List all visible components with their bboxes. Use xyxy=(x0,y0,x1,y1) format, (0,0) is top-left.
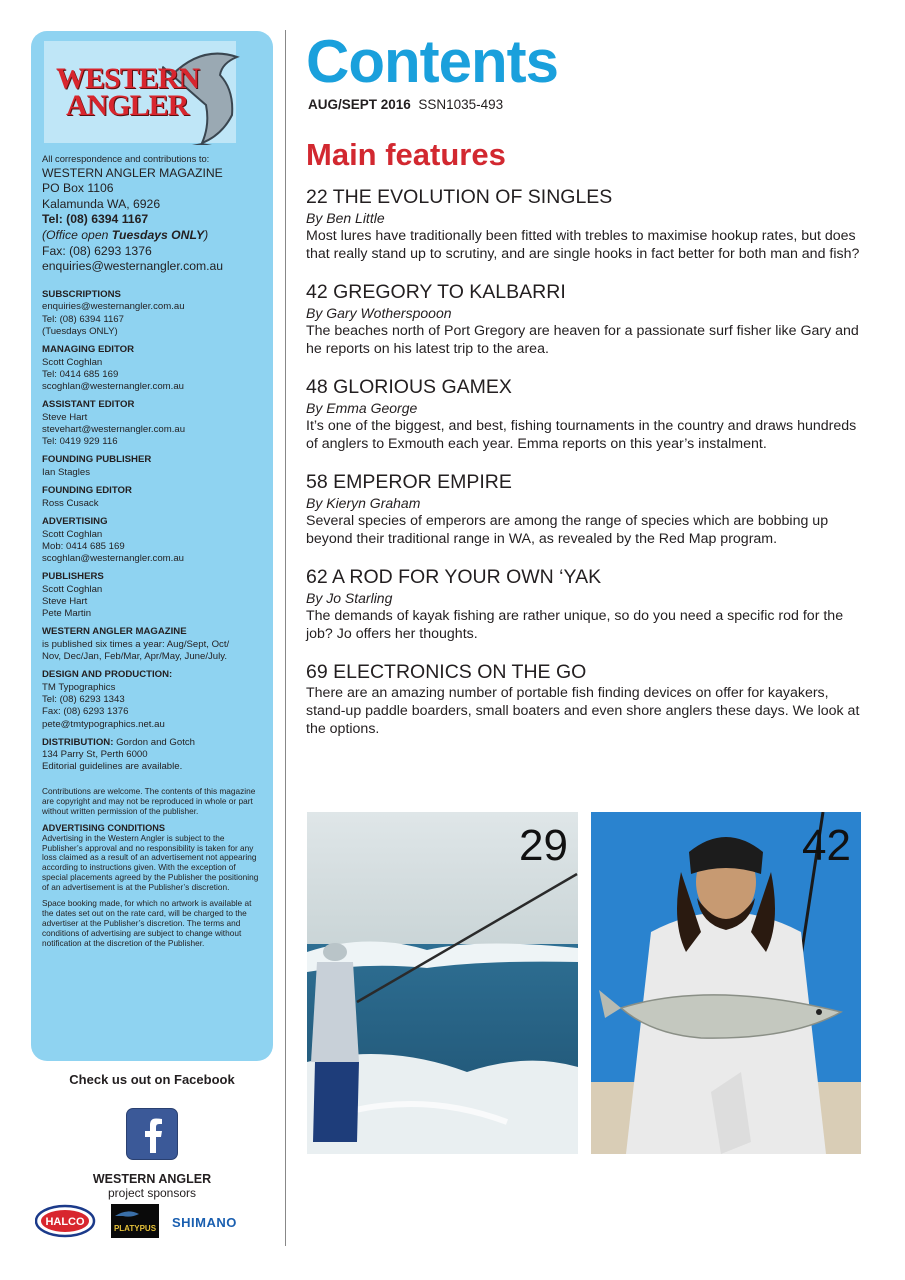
feature-item[interactable] xyxy=(306,470,866,548)
staff-line: Steve Hart xyxy=(42,411,88,423)
staff-heading: FOUNDING PUBLISHER xyxy=(42,454,152,466)
issn: SSN1035-493 xyxy=(418,97,504,112)
staff-line: Tel: 0419 929 116 xyxy=(42,436,118,448)
staff-line: Scott Coghlan xyxy=(42,583,103,595)
staff-line: Steve Hart xyxy=(42,595,88,607)
staff-line: Tel: (08) 6293 1343 xyxy=(42,694,125,706)
feature-heading[interactable]: 69 ELECTRONICS ON THE GO xyxy=(306,661,587,683)
feature-description: Most lures have traditionally been fitted with trebles to maximise hookup rates, but does that really stand up to scrutiny, and are single hooks in fact better for both man and fish? xyxy=(306,228,860,262)
column-divider xyxy=(285,30,286,1246)
svg-text:SHIMANO: SHIMANO xyxy=(172,1215,237,1230)
editorial-guidelines: Editorial guidelines are available. xyxy=(42,761,183,773)
distribution-value: Gordon and Gotch xyxy=(113,736,196,748)
shimano-logo[interactable] xyxy=(172,1215,237,1230)
feature-heading[interactable]: 42 GREGORY TO KALBARRI xyxy=(306,281,566,303)
halco-logo[interactable] xyxy=(36,1206,94,1236)
po-box: PO Box 1106 xyxy=(42,181,114,196)
feature-heading[interactable]: 62 A ROD FOR YOUR OWN ‘YAK xyxy=(306,566,602,588)
staff-line: TM Typographics xyxy=(42,681,116,693)
issue-line xyxy=(308,97,503,112)
staff-heading: ADVERTISING xyxy=(42,515,108,527)
feature-list xyxy=(306,185,866,755)
sponsor-logos xyxy=(35,1204,257,1240)
staff-line: Ross Cusack xyxy=(42,497,99,509)
feature-byline: By Jo Starling xyxy=(306,590,393,606)
sponsors-heading: WESTERN ANGLER xyxy=(92,1172,212,1186)
staff-heading: DESIGN AND PRODUCTION: xyxy=(42,669,173,681)
feature-description: Several species of emperors are among the range of species which are bobbing up beyond their traditional range in WA, as revealed by the Red Map program. xyxy=(306,513,829,547)
photo-surf-angler[interactable] xyxy=(307,812,578,1154)
staff-line: Mob: 0414 685 169 xyxy=(42,540,125,552)
logo-line-1: WESTERN xyxy=(56,62,200,95)
staff-heading: WESTERN ANGLER MAGAZINE xyxy=(42,626,187,638)
staff-line[interactable]: enquiries@westernangler.com.au xyxy=(42,301,185,313)
staff-line: Tel: (08) 6394 1167 xyxy=(42,313,124,325)
feature-item[interactable] xyxy=(306,565,866,643)
staff-list xyxy=(42,289,262,731)
feature-item[interactable] xyxy=(306,375,866,453)
staff-heading: FOUNDING EDITOR xyxy=(42,485,132,497)
platypus-logo[interactable] xyxy=(111,1204,159,1238)
issue-date: AUG/SEPT 2016 xyxy=(308,97,411,112)
magazine-name: WESTERN ANGLER MAGAZINE xyxy=(42,165,223,180)
staff-line: (Tuesdays ONLY) xyxy=(42,325,118,337)
staff-line: Nov, Dec/Jan, Feb/Mar, Apr/May, June/July. xyxy=(42,651,228,663)
svg-text:PLATYPUS: PLATYPUS xyxy=(113,1224,157,1233)
western-angler-logo xyxy=(44,41,236,143)
feature-item[interactable] xyxy=(306,280,866,358)
feature-heading[interactable]: 22 THE EVOLUTION OF SINGLES xyxy=(306,186,613,208)
distribution-block xyxy=(42,737,262,774)
feature-heading[interactable]: 48 GLORIOUS GAMEX xyxy=(306,376,512,398)
feature-byline: By Kieryn Graham xyxy=(306,495,421,511)
feature-item[interactable] xyxy=(306,660,866,738)
space-booking-text: Space booking made, for which no artwork is available at the dates set out on the rate card, will be charged to the advertiser at the Publisher’s discretion. The terms and conditions of advertising are subject to change without notification at the discretion of the Publisher. xyxy=(42,898,252,948)
facebook-cta[interactable]: Check us out on Facebook xyxy=(69,1072,235,1087)
ad-conditions-text: Advertising in the Western Angler is subject to the Publisher’s approval and no responsibility is taken for any loss claimed as a result of an advertisement not appearing according to instructions given. With the exception of special placements agreed by the Publisher the positioning of an advertisement is at the Publisher’s discretion. xyxy=(42,832,259,893)
office-hours: (Office open Tuesdays ONLY) xyxy=(42,227,209,242)
feature-description: There are an amazing number of portable fish finding devices on offer for kayakers, stand-up paddle boarders, small boaters and even shore anglers these days. We look at the options. xyxy=(306,685,860,737)
telephone: Tel: (08) 6394 1167 xyxy=(42,212,149,227)
feature-description: The beaches north of Port Gregory are heaven for a passionate surf fisher like Gary and he reports on his latest trip to the area. xyxy=(306,323,859,357)
feature-heading[interactable]: 58 EMPEROR EMPIRE xyxy=(306,471,512,493)
legal-notices xyxy=(42,787,262,948)
feature-byline: By Emma George xyxy=(306,400,418,416)
sponsors-subheading: project sponsors xyxy=(107,1186,197,1200)
logo-line-2: ANGLER xyxy=(66,89,189,122)
page-title: Contents xyxy=(306,28,558,95)
staff-line: Pete Martin xyxy=(42,608,92,620)
staff-line[interactable]: pete@tmtypographics.net.au xyxy=(42,718,165,730)
staff-line[interactable]: scoghlan@westernangler.com.au xyxy=(42,552,184,564)
staff-heading: PUBLISHERS xyxy=(42,571,104,583)
staff-line: Fax: (08) 6293 1376 xyxy=(42,706,129,718)
staff-line[interactable]: scoghlan@westernangler.com.au xyxy=(42,380,184,392)
fax: Fax: (08) 6293 1376 xyxy=(42,243,152,258)
feature-byline: By Gary Wotherspooon xyxy=(306,305,452,321)
staff-line: Ian Stagles xyxy=(42,466,91,478)
staff-heading: SUBSCRIPTIONS xyxy=(42,288,121,300)
staff-heading: MANAGING EDITOR xyxy=(42,343,135,355)
distribution-label: DISTRIBUTION: xyxy=(42,736,114,748)
feature-item[interactable] xyxy=(306,185,866,263)
distribution-address: 134 Parry St, Perth 6000 xyxy=(42,748,148,760)
page-number-42: 42 xyxy=(802,821,851,870)
masthead-sidebar xyxy=(31,31,273,1061)
ad-conditions-heading: ADVERTISING CONDITIONS xyxy=(42,823,166,834)
correspondence-intro: All correspondence and contributions to: xyxy=(42,153,210,164)
contributions-notice: Contributions are welcome. The contents of this magazine are copyright and may not be reproduced in whole or part without written permission of the publisher. xyxy=(42,786,256,817)
email-link[interactable]: enquiries@westernangler.com.au xyxy=(42,259,224,274)
facebook-icon[interactable] xyxy=(126,1108,178,1160)
photo-angler-with-fish[interactable] xyxy=(591,812,861,1154)
city: Kalamunda WA, 6926 xyxy=(42,196,161,211)
feature-description: It’s one of the biggest, and best, fishing tournaments in the country and draws hundreds of anglers to Exmouth each year. Emma reports on this year’s instalment. xyxy=(306,418,857,452)
staff-line: Scott Coghlan xyxy=(42,356,103,368)
facebook-block xyxy=(31,1072,273,1200)
main-features-heading: Main features xyxy=(306,137,506,172)
svg-text:HALCO: HALCO xyxy=(45,1216,85,1228)
correspondence-block xyxy=(42,153,262,275)
staff-line: Scott Coghlan xyxy=(42,528,103,540)
staff-line: Tel: 0414 685 169 xyxy=(42,368,119,380)
staff-line[interactable]: stevehart@westernangler.com.au xyxy=(42,423,186,435)
page-number-29: 29 xyxy=(519,821,568,870)
staff-line: is published six times a year: Aug/Sept, Oct/ xyxy=(42,638,230,650)
feature-byline: By Ben Little xyxy=(306,210,385,226)
staff-heading: ASSISTANT EDITOR xyxy=(42,399,135,411)
feature-description: The demands of kayak fishing are rather unique, so do you need a specific rod for the job? Jo offers her thoughts. xyxy=(306,608,844,642)
